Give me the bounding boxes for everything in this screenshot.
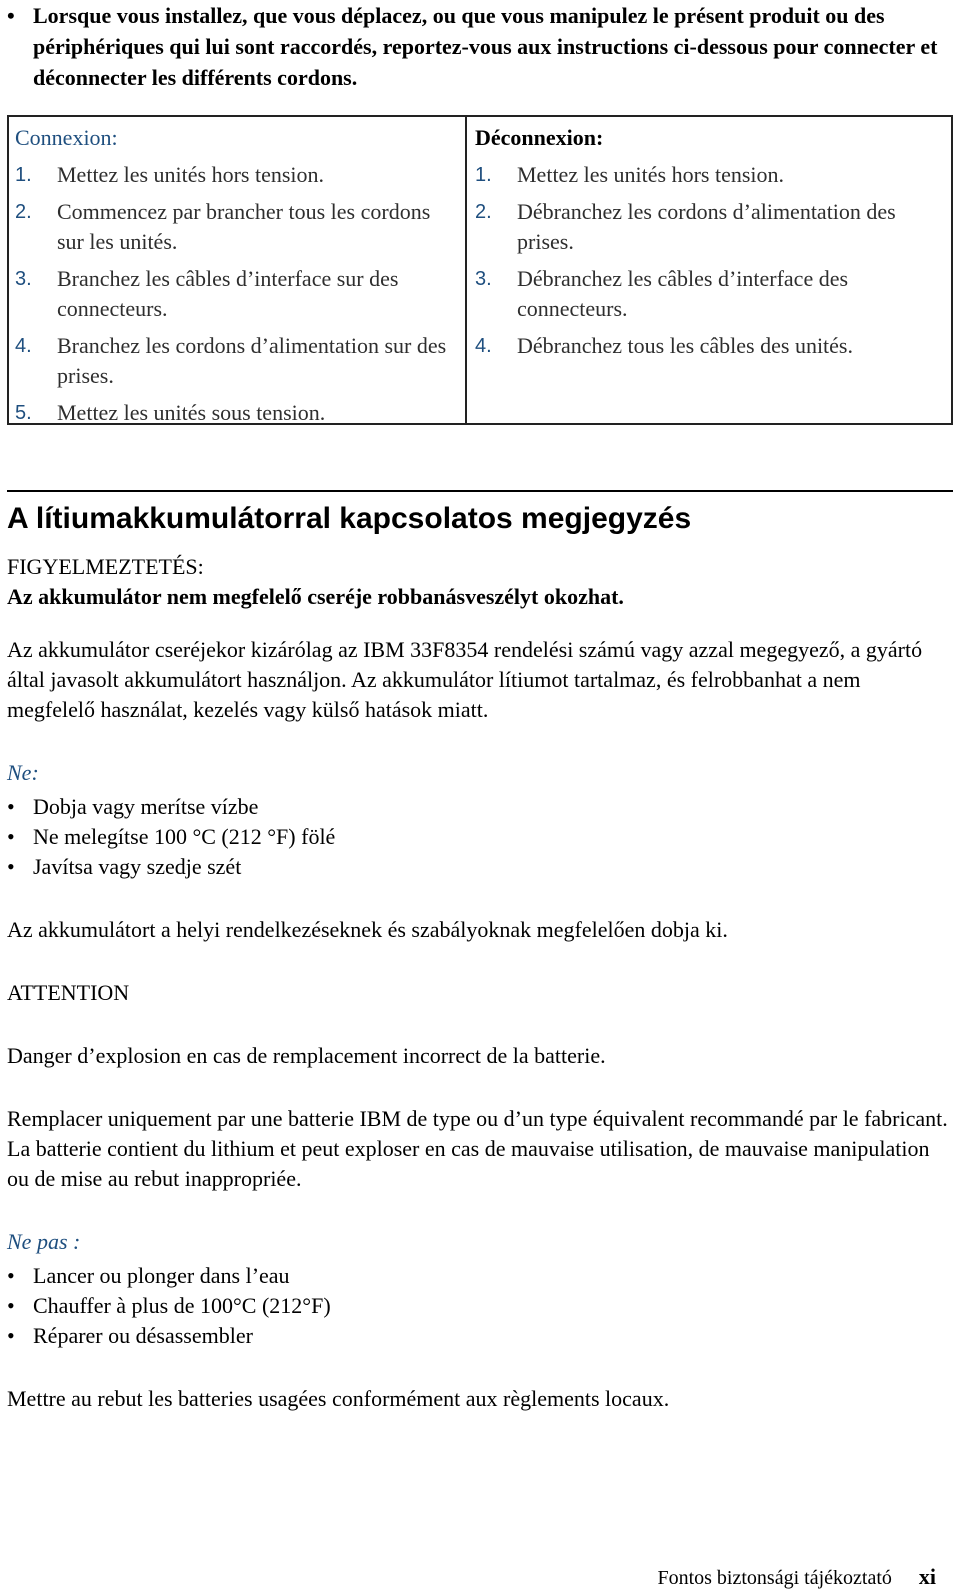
- step-text: Débranchez tous les câbles des unités.: [517, 333, 853, 358]
- list-item-text: Ne melegítse 100 °C (212 °F) fölé: [33, 824, 336, 849]
- list-item: [15, 197, 459, 257]
- paragraph: Az akkumulátor cseréjekor kizárólag az IBM 33F8354 rendelési számú vagy azzal megegyező, a gyártó által javasolt akkumulátort használjon. Az akkumulátor lítiumot tartalmaz, és felrobbanhat a nem megfelelő használat, kezelés vagy külső hatások miatt.: [7, 637, 923, 722]
- step-text: Débranchez les cordons d’alimentation des prises.: [517, 199, 896, 254]
- bullet: •: [7, 1263, 15, 1288]
- deconnexion-steps: [475, 160, 945, 361]
- ne-list: [7, 792, 953, 882]
- warning-title: FIGYELMEZTETÉS:: [7, 554, 204, 579]
- bullet: •: [7, 794, 15, 819]
- intro-bullet: •: [7, 3, 15, 28]
- list-item-text: Dobja vagy merítse vízbe: [33, 794, 259, 819]
- bullet: •: [7, 1323, 15, 1348]
- list-item-text: Chauffer à plus de 100°C (212°F): [33, 1293, 331, 1318]
- section-heading: A lítiumakkumulátorral kapcsolatos megjegyzés: [7, 502, 692, 535]
- list-item: [7, 792, 953, 822]
- cable-instructions-table: [7, 115, 953, 425]
- page-number: xi: [918, 1564, 936, 1589]
- list-item: [15, 398, 459, 428]
- step-number: 2.: [15, 201, 32, 223]
- document-page: [7, 0, 953, 1447]
- paragraph: Mettre au rebut les batteries usagées conformément aux règlements locaux.: [7, 1386, 670, 1411]
- list-item: [7, 822, 953, 852]
- list-item: [15, 264, 459, 324]
- step-number: 1.: [475, 164, 492, 186]
- paragraph: Danger d’explosion en cas de remplacement incorrect de la batterie.: [7, 1043, 606, 1068]
- deconnexion-title: Déconnexion:: [475, 125, 604, 150]
- step-text: Mettez les unités hors tension.: [517, 162, 785, 187]
- step-number: 2.: [475, 201, 492, 223]
- step-number: 3.: [15, 268, 32, 290]
- list-item: [7, 1291, 953, 1321]
- paragraph: Az akkumulátort a helyi rendelkezéseknek és szabályoknak megfelelően dobja ki.: [7, 917, 728, 942]
- list-item: [7, 1321, 953, 1351]
- bullet: •: [7, 1293, 15, 1318]
- step-text: Mettez les unités sous tension.: [57, 400, 326, 425]
- page-footer: [657, 1562, 936, 1593]
- list-item: [475, 160, 945, 190]
- footer-label: Fontos biztonsági tájékoztató: [657, 1567, 892, 1589]
- paragraph: Remplacer uniquement par une batterie IBM de type ou d’un type équivalent recommandé par le fabricant. La batterie contient du lithium et peut exploser en cas de mauvaise utilisation, de mauvaise manipulation ou de mise au rebut inappropriée.: [7, 1106, 948, 1191]
- step-text: Débranchez les câbles d’interface des connecteurs.: [517, 266, 849, 321]
- step-text: Mettez les unités hors tension.: [57, 162, 325, 187]
- step-number: 5.: [15, 402, 32, 424]
- list-item: [15, 331, 459, 391]
- bullet: •: [7, 824, 15, 849]
- intro-paragraph: [7, 0, 953, 93]
- list-item: [475, 331, 945, 361]
- warning-body: Az akkumulátor nem megfelelő cseréje robbanásveszélyt okozhat.: [7, 584, 624, 609]
- list-item-text: Javítsa vagy szedje szét: [33, 854, 242, 879]
- step-text: Branchez les cordons d’alimentation sur des prises.: [57, 333, 447, 388]
- step-text: Commencez par brancher tous les cordons sur les unités.: [57, 199, 431, 254]
- connexion-column: [9, 117, 467, 423]
- nepas-title: Ne pas :: [7, 1229, 81, 1254]
- intro-text: Lorsque vous installez, que vous déplacez, ou que vous manipulez le présent produit ou des périphériques qui lui sont raccordés, reportez-vous aux instructions ci-dessous pour connecter et déconnecter les différents cordons.: [33, 3, 938, 90]
- connexion-steps: [15, 160, 459, 428]
- bullet: •: [7, 854, 15, 879]
- list-item: [7, 1261, 953, 1291]
- list-item-text: Lancer ou plonger dans l’eau: [33, 1263, 290, 1288]
- step-number: 4.: [475, 335, 492, 357]
- list-item: [475, 197, 945, 257]
- connexion-title: Connexion:: [15, 125, 118, 150]
- ne-title: Ne:: [7, 760, 39, 785]
- nepas-list: [7, 1261, 953, 1351]
- step-text: Branchez les câbles d’interface sur des connecteurs.: [57, 266, 399, 321]
- attention-label: ATTENTION: [7, 980, 130, 1005]
- list-item-text: Réparer ou désassembler: [33, 1323, 253, 1348]
- step-number: 1.: [15, 164, 32, 186]
- list-item: [7, 852, 953, 882]
- step-number: 4.: [15, 335, 32, 357]
- deconnexion-column: [467, 117, 951, 423]
- list-item: [475, 264, 945, 324]
- step-number: 3.: [475, 268, 492, 290]
- lithium-battery-section: [7, 490, 953, 1414]
- list-item: [15, 160, 459, 190]
